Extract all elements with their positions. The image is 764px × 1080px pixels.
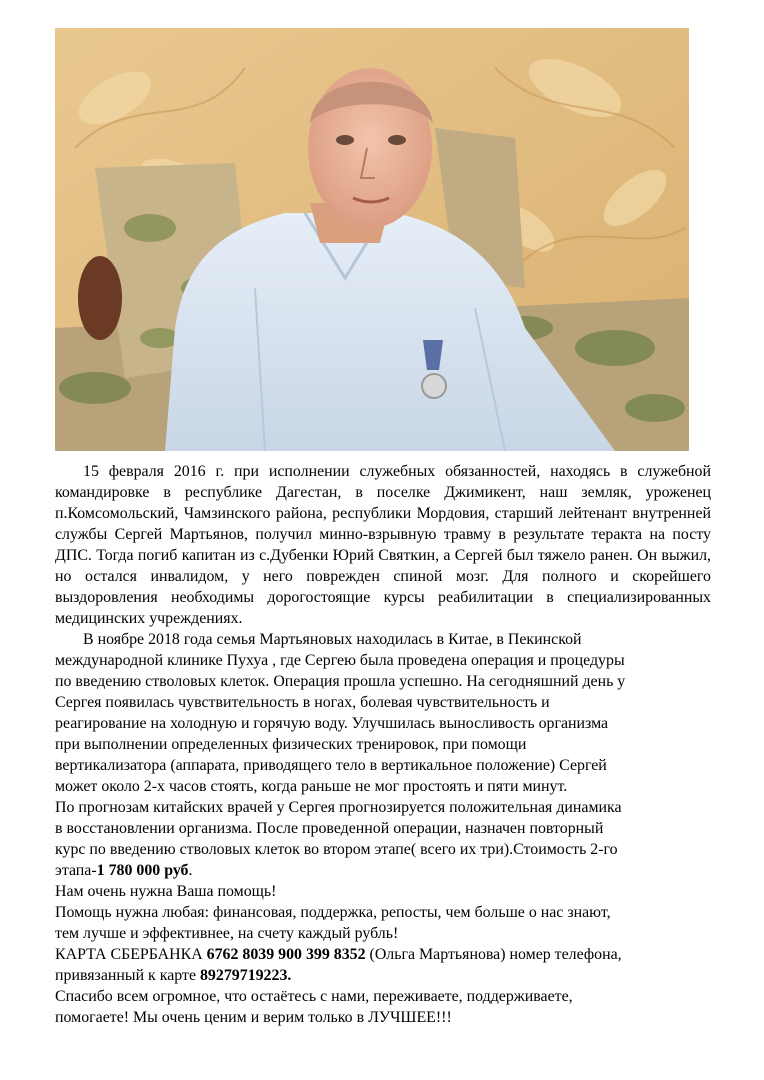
paragraph-china-line-6: при выполнении определенных физических тренировок, при помощи [55,736,527,753]
phone-number: 89279719223. [199,967,292,984]
cost-prefix: этапа- [55,862,97,879]
paragraph-prognosis-line-2: в восстановлении организма. После проведенной операции, назначен повторный [55,820,604,837]
phone-line [55,965,711,986]
card-line [55,944,711,965]
cost-line [55,860,711,881]
paragraph-china-line-7: вертикализатора (аппарата, приводящего тело в вертикальное положение) Сергей [55,757,607,774]
portrait-photo [55,28,689,451]
cost-amount: 1 780 000 руб [96,862,189,879]
paragraph-china-line-1: В ноябре 2018 года семья Мартьяновых находилась в Китае, в Пекинской [83,631,582,648]
thanks-line-2: помогаете! Мы очень ценим и верим только в ЛУЧШЕЕ!!! [55,1009,452,1026]
card-label: КАРТА СБЕРБАНКА [55,946,207,963]
cost-suffix: . [188,862,193,879]
help-line-2: тем лучше и эффективнее, на счету каждый рубль! [55,925,399,942]
card-number: 6762 8039 900 399 8352 [206,946,366,963]
phone-label: привязанный к карте [55,967,200,984]
help-need: Нам очень нужна Ваша помощь! [55,883,277,900]
paragraph-china-line-2: международной клинике Пухуа , где Сергею была проведена операция и процедуры [55,652,625,669]
card-owner: (Ольга Мартьянова) номер телефона, [365,946,622,963]
paragraph-prognosis-line-1: По прогнозам китайских врачей у Сергея прогнозируется положительная динамика [55,799,622,816]
thanks-line-1: Спасибо всем огромное, что остаётесь с нами, переживаете, поддерживаете, [55,988,573,1005]
paragraph-prognosis-line-3: курс по введению стволовых клеток во втором этапе( всего их три).Стоимость 2-го [55,841,618,858]
paragraph-china-line-8: может около 2-х часов стоять, когда раньше не мог простоять и пяти минут. [55,778,568,795]
paragraph-china-line-5: реагирование на холодную и горячую воду. Улучшилась выносливость организма [55,715,609,732]
paragraph-incident: 15 февраля 2016 г. при исполнении служебных обязанностей, находясь в служебной командировке в республике Дагестан, в поселке Джимикент, наш земляк, уроженец п.Комсомольский, Чамзинского района, республики Мордовия, старший лейтенант внутренней службы Сергей Мартьянов, получил минно-взрывную травму в результате теракта на посту ДПС. Тогда погиб капитан из с.Дубенки Юрий Святкин, а Сергей был тяжело ранен. Он выжил, но остался инвалидом, у него поврежден спиной мозг. Для полного и скорейшего выздоровления необходимы дорогостоящие курсы реабилитации в специализированных медицинских учреждениях. [55,463,711,627]
paragraph-china-line-4: Сергея появилась чувствительность в ногах, болевая чувствительность и [55,694,550,711]
paragraph-china-line-3: по введению стволовых клеток. Операция прошла успешно. На сегодняшний день у [55,673,626,690]
article-text [55,461,711,1028]
help-line-1: Помощь нужна любая: финансовая, поддержка, репосты, чем больше о нас знают, [55,904,611,921]
